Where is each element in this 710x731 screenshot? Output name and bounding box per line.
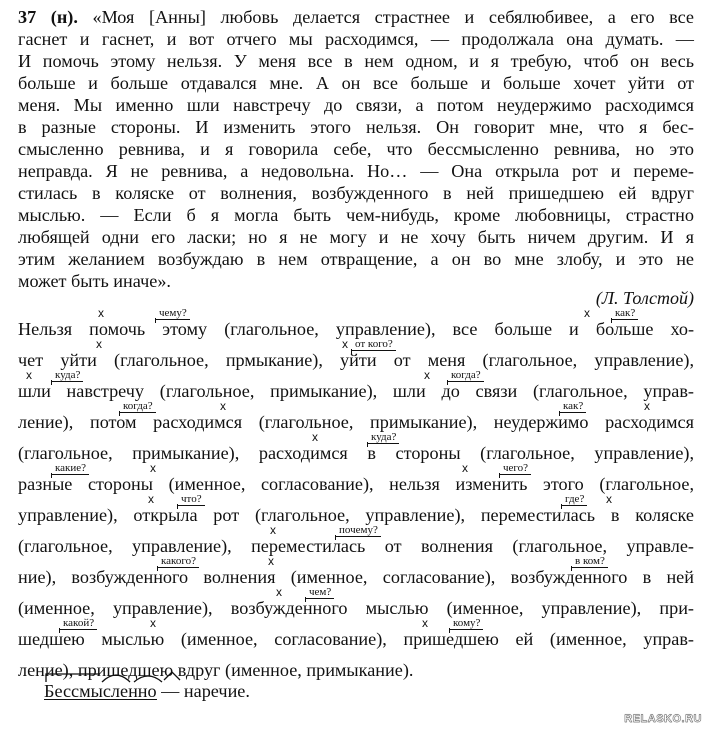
question-label: какой? [60,617,97,630]
main-word-mark: x [342,337,348,351]
analysis-line: шли навстречу (глагольное, примыкание), шли до связи (глагольное, управ- [18,381,694,401]
watermark: RELASKO.RU [624,713,702,725]
question-label: куда? [52,369,83,382]
main-word-mark: x [148,492,154,506]
adverb-line [44,680,250,702]
main-word-mark: x [584,306,590,320]
main-word-mark: x [150,461,156,475]
quote-line: мыслью. — Если б я могла быть чем-нибудь, кроме любовницы, страстно [18,205,694,225]
adverb-label: — наречие. [156,681,250,701]
question-label: от кого? [352,338,396,351]
quote-line: больше и больше отдавался мне. А он все больше и больше хочет уйти от [18,73,694,93]
quote-line: гаснет и гаснет, и вот отчего мы расходимся, — продолжала она думать. — [18,29,694,49]
main-word-mark: x [606,492,612,506]
quote-line: меня. Мы именно шли навстречу до связи, а потом неудержимо расходимся [18,95,694,115]
main-word-mark: x [424,368,430,382]
question-label: какие? [52,462,89,475]
analysis-line: управление), открыла рот (глагольное, управление), переместилась в коляске [18,505,694,525]
question-label: где? [562,493,587,506]
quote-line: может быть иначе». [18,271,171,291]
main-word-mark: x [462,461,468,475]
question-label: чего? [500,462,531,475]
main-word-mark: x [422,616,428,630]
main-word-mark: x [312,430,318,444]
main-word-mark: x [96,337,102,351]
main-word-mark: x [220,399,226,413]
main-word-mark: x [98,306,104,320]
question-label: когда? [448,369,484,382]
adverb-word: Бессмысленно [44,681,157,701]
main-word-mark: x [150,616,156,630]
analysis-line: (именное, управление), возбужденного мыслью (именное, управление), при- [18,598,694,618]
exercise-number: 37 (н). [18,7,78,27]
quote-line: в разные стороны. И изменить этого нельзя. Он говорит мне, что я бес- [18,117,694,137]
question-label: когда? [120,400,156,413]
analysis-line: чет уйти (глагольное, прмыкание), уйти от меня (глагольное, управление), [18,350,694,370]
question-label: как? [612,307,638,320]
quote-author: (Л. Толстой) [595,288,694,308]
quote-line: неправда. Я не ревнива, а недовольна. Но… — Она открыла рот и переме- [18,161,694,181]
analysis-line: разные стороны (именное, согласование), нельзя изменить этого (глагольное, [18,474,694,494]
question-label: почему? [336,524,381,537]
main-word-mark: x [268,554,274,568]
main-word-mark: x [276,585,282,599]
analysis-line: (глагольное, примыкание), расходимся в стороны (глагольное, управление), [18,443,694,463]
quote-line: смысленно ревнива, и я говорила себе, что бессмысленно ревнива, но это [18,139,694,159]
analysis-line: шедшею мыслью (именное, согласование), пришедшею ей (именное, управ- [18,629,694,649]
main-word-mark: x [270,523,276,537]
analysis-line: ние), возбужденного волнения (именное, согласование), возбужденного в ней [18,567,694,587]
question-label: как? [560,400,586,413]
main-word-mark: x [26,368,32,382]
analysis-line: Нельзя помочь этому (глагольное, управление), все больше и больше хо- [18,319,694,339]
analysis-line: (глагольное, управление), переместилась от волнения (глагольное, управле- [18,536,694,556]
question-label: в ком? [572,555,608,568]
question-label: чему? [156,307,190,320]
question-label: чем? [306,586,334,599]
question-label: что? [178,493,205,506]
quote-line: стилась в коляске от волнения, возбужденного в ней пришедшею ей вдруг [18,183,694,203]
question-label: куда? [368,431,399,444]
analysis-line: ление), потом расходимся (глагольное, примыкание), неудержимо расходимся [18,412,694,432]
quote-line-1: 37 (н). «Моя [Анны] любовь делается страстнее и себялюбивее, а его все [18,7,695,27]
quote-line: И помочь этому нельзя. У меня все в нем одном, и я требую, чтоб он весь [18,51,694,71]
question-label: кому? [450,617,483,630]
main-word-mark: x [644,399,650,413]
quote-line: этим желанием возбуждаю в нем отвращение, а он во мне злобу, и это не [18,249,694,269]
quote-line: любящей одни его ласки; но я не могу и не хочу быть ничем другим. И я [18,227,694,247]
question-label: какого? [158,555,199,568]
analysis-line: ление), пришедшею вдруг (именное, примыкание). [18,660,414,680]
